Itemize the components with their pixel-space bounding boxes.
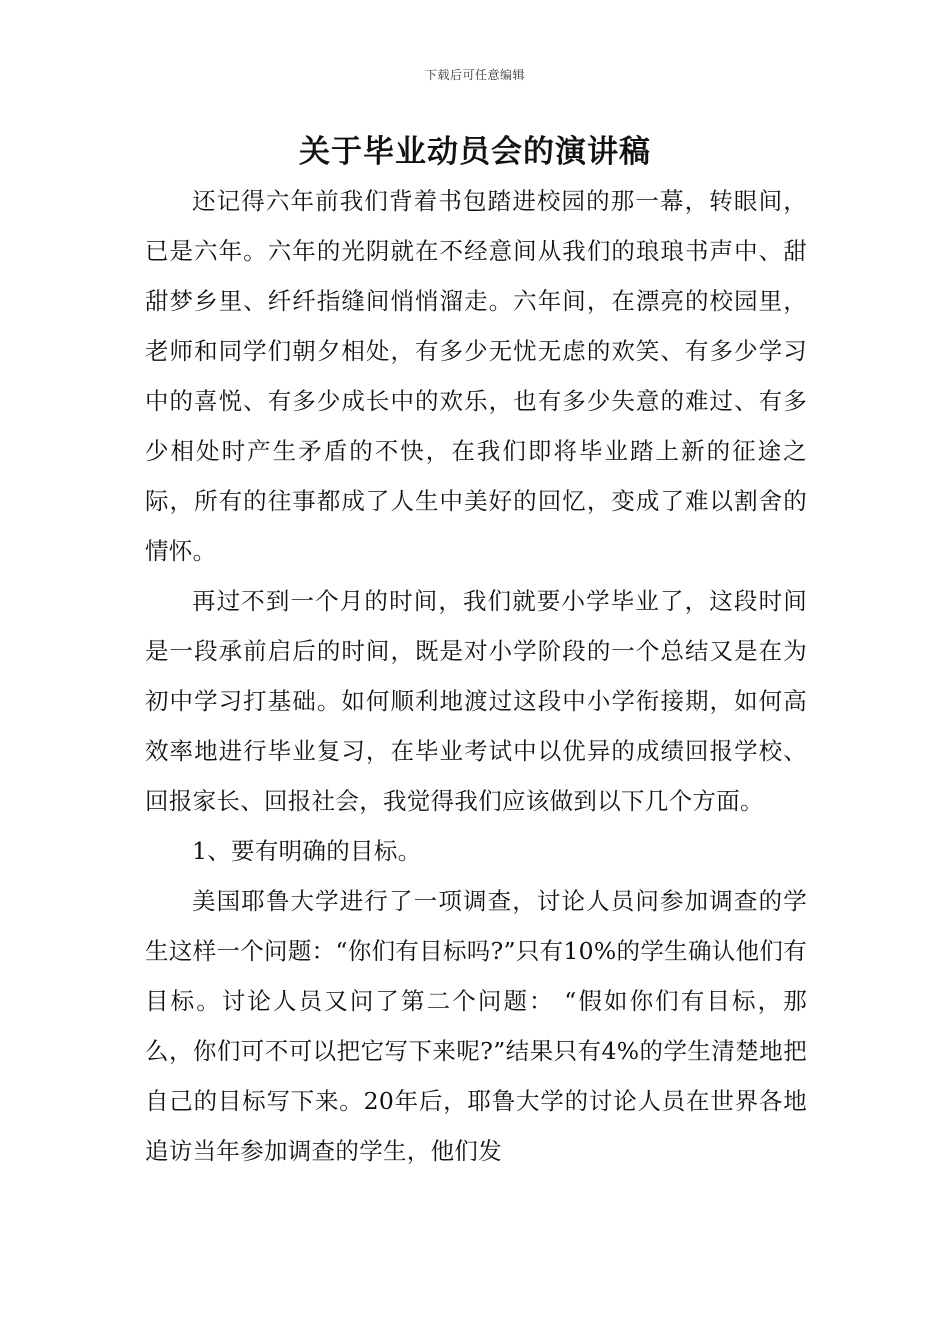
document-title: 关于毕业动员会的演讲稿	[299, 134, 651, 170]
paragraph: 还记得六年前我们背着书包踏进校园的那一幕，转眼间，已是六年。六年的光阴就在不经意间从我们的琅琅书声中、甜甜梦乡里、纤纤指缝间悄悄溜走。六年间，在漂亮的校园里，老师和同学们朝夕相处，有多少无忧无虑的欢笑、有多少学习中的喜悦、有多少成长中的欢乐，也有多少失意的难过、有多少相处时产生矛盾的不快，在我们即将毕业踏上新的征途之际，所有的往事都成了人生中美好的回忆，变成了难以割舍的情怀。	[145, 187, 807, 565]
section-heading: 1、要有明确的目标。	[192, 837, 422, 865]
paragraph: 再过不到一个月的时间，我们就要小学毕业了，这段时间是一段承前启后的时间，既是对小学阶段的一个总结又是在为初中学习打基础。如何顺利地渡过这段中小学衔接期，如何高效率地进行毕业复习，在毕业考试中以优异的成绩回报学校、回报家长、回报社会，我觉得我们应该做到以下几个方面。	[145, 587, 807, 815]
header-note: 下载后可任意编辑	[424, 68, 525, 82]
paragraph: 美国耶鲁大学进行了一项调查，讨论人员问参加调查的学生这样一个问题：“你们有目标吗?”只有10%的学生确认他们有目标。讨论人员又问了第二个问题： “假如你们有目标，那么，你们可不可以把它写下来呢?”结果只有4%的学生清楚地把自己的目标写下来。20年后，耶鲁大学的讨论人员在世界各地追访当年参加调查的学生，他们发	[145, 887, 807, 1165]
document-body	[145, 176, 807, 1176]
